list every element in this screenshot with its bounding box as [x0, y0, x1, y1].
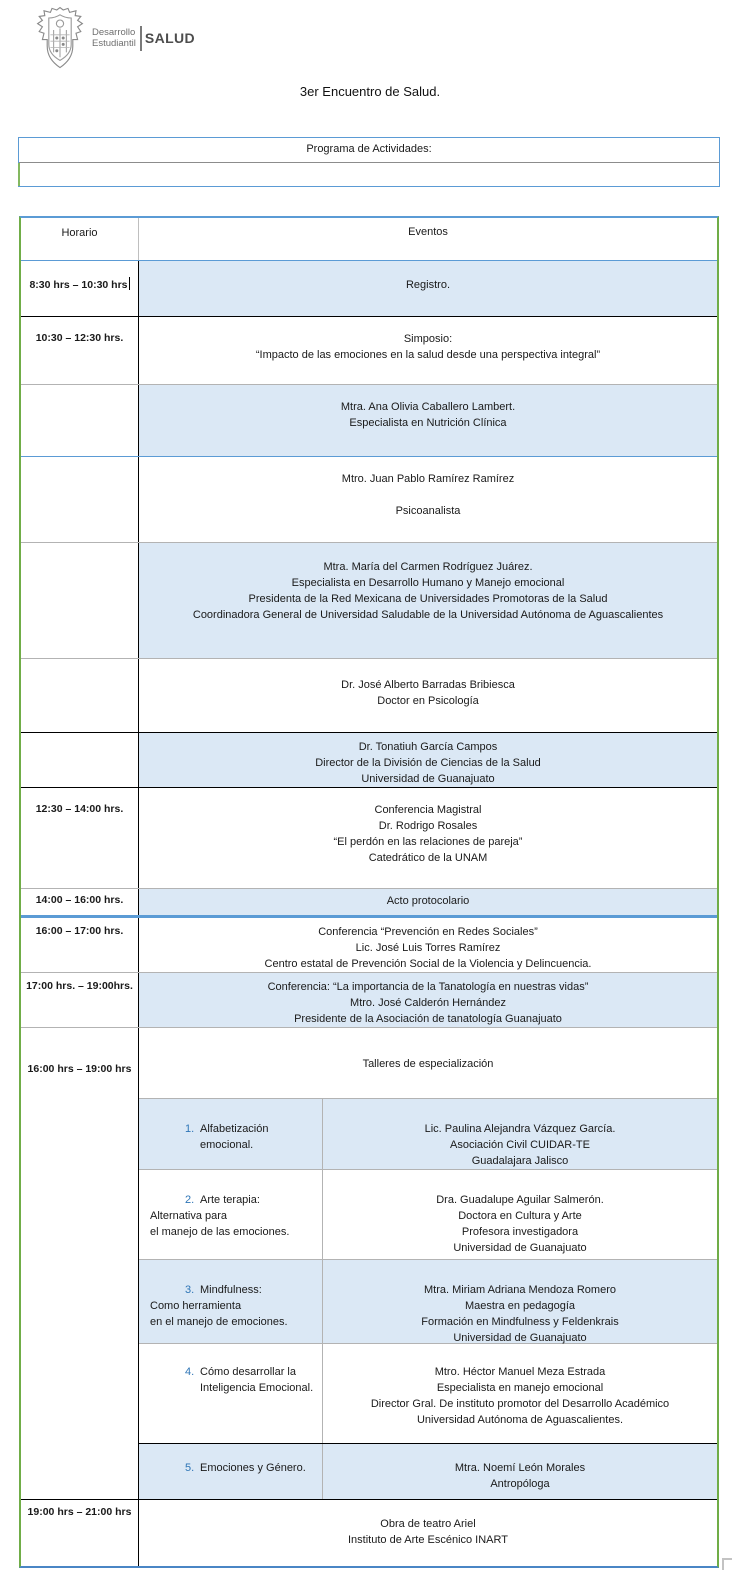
workshop-speaker-cell[interactable]	[323, 1344, 717, 1444]
workshop-title-line: Inteligencia Emocional.	[200, 1381, 314, 1394]
time-cell[interactable]	[21, 385, 139, 456]
speaker-line: Antropóloga	[490, 1478, 550, 1491]
workshop-title-text: Cómo desarrollar la	[200, 1365, 296, 1378]
workshop-title-text: Mindfulness:	[200, 1283, 262, 1296]
workshop-row-5	[139, 1444, 717, 1499]
event-line: Mtro. José Calderón Hernández	[350, 997, 506, 1009]
event-line	[139, 487, 717, 503]
workshop-speaker-cell[interactable]	[323, 1444, 717, 1499]
workshop-title-text: Emociones y Género.	[200, 1462, 306, 1475]
time-cell[interactable]	[21, 788, 139, 888]
workshop-title-line: el manejo de las emociones.	[150, 1225, 290, 1238]
time-cell[interactable]	[21, 973, 139, 1027]
schedule-row-3	[21, 385, 717, 457]
speaker-line: Doctora en Cultura y Arte	[458, 1209, 582, 1222]
workshop-row-3	[139, 1260, 717, 1344]
schedule-row-9	[21, 889, 717, 918]
workshop-row-1	[139, 1099, 717, 1170]
workshop-speaker-cell[interactable]	[323, 1099, 717, 1169]
event-line: Registro.	[405, 279, 451, 291]
brand-salud: SALUD	[144, 30, 196, 46]
event-line: Presidente de la Asociación de tanatología Guanajuato	[294, 1013, 562, 1025]
speaker-line: Mtro. Héctor Manuel Meza Estrada	[434, 1365, 606, 1378]
time-cell[interactable]	[21, 543, 139, 658]
workshop-number: 5.	[185, 1462, 195, 1475]
event-line: Universidad de Guanajuato	[361, 773, 495, 785]
text-cursor	[129, 277, 130, 290]
workshop-speaker-cell[interactable]	[323, 1260, 717, 1343]
event-cell[interactable]	[139, 385, 717, 456]
event-cell[interactable]	[139, 457, 717, 542]
time-cell[interactable]	[21, 733, 139, 787]
schedule-row-8	[21, 788, 717, 889]
time-cell[interactable]	[21, 317, 139, 384]
speaker-line: Lic. Paulina Alejandra Vázquez García.	[424, 1122, 616, 1135]
schedule-row-6	[21, 659, 717, 733]
event-cell[interactable]	[139, 317, 717, 384]
speaker-line: Maestra en pedagogía	[464, 1299, 576, 1312]
workshop-title-line	[139, 1121, 322, 1137]
event-line: “Impacto de las emociones en la salud desde una perspectiva integral”	[255, 349, 601, 361]
workshop-title-line: Alternativa para	[150, 1209, 228, 1222]
events-column-header[interactable]: Eventos	[408, 226, 448, 238]
program-activities-box	[18, 137, 720, 187]
event-line: Psicoanalista	[395, 505, 461, 517]
event-line: Centro estatal de Prevención Social de la Violencia y Delincuencia.	[264, 958, 592, 970]
workshop-item-cell[interactable]	[139, 1444, 323, 1499]
speaker-line: Dra. Guadalupe Aguilar Salmerón.	[436, 1193, 604, 1206]
speaker-line: Universidad de Guanajuato	[453, 1241, 587, 1254]
workshops-events-area	[139, 1028, 717, 1499]
logo-line-1: Desarrollo	[92, 27, 136, 38]
logo-text	[92, 26, 195, 51]
event-line: Lic. José Luis Torres Ramírez	[355, 942, 501, 954]
workshop-number: 2.	[185, 1193, 195, 1206]
event-line: Acto protocolario	[386, 895, 470, 907]
workshops-time-cell[interactable]: 16:00 hrs – 19:00 hrs	[21, 1028, 139, 1499]
event-cell[interactable]	[139, 659, 717, 732]
event-line: Mtro. Juan Pablo Ramírez Ramírez	[341, 473, 515, 485]
workshop-title-line: emocional.	[200, 1138, 254, 1151]
schedule-row-1	[21, 261, 717, 317]
speaker-line: Asociación Civil CUIDAR-TE	[450, 1138, 590, 1151]
schedule-row-4	[21, 457, 717, 543]
event-line: Especialista en Desarrollo Humano y Manejo emocional	[291, 577, 565, 589]
workshop-item-cell[interactable]	[139, 1344, 323, 1444]
speaker-line: Universidad de Guanajuato	[453, 1331, 587, 1344]
workshop-title-line	[139, 1460, 322, 1476]
event-line: “El perdón en las relaciones de pareja”	[333, 836, 523, 848]
time-cell[interactable]	[21, 659, 139, 732]
schedule-row-10	[21, 918, 717, 973]
event-line: Coordinadora General de Universidad Saludable de la Universidad Autónoma de Aguascalientes	[192, 609, 664, 621]
event-line: Mtra. Ana Olivia Caballero Lambert.	[340, 401, 516, 413]
event-line: Director de la División de Ciencias de la Salud	[315, 757, 541, 769]
logo-divider	[140, 26, 142, 51]
time-cell[interactable]	[21, 261, 139, 316]
event-line: Conferencia: “La importancia de la Tanatología en nuestras vidas”	[267, 981, 589, 993]
time-cell[interactable]	[21, 1500, 139, 1566]
speaker-line: Mtra. Miriam Adriana Mendoza Romero	[424, 1283, 616, 1296]
workshop-number: 4.	[185, 1365, 195, 1378]
time-label: 14:00 – 16:00 hrs.	[35, 894, 124, 906]
workshop-row-2	[139, 1170, 717, 1260]
event-cell[interactable]	[139, 889, 717, 915]
event-cell[interactable]	[139, 733, 717, 787]
workshop-title-line	[139, 1192, 322, 1208]
event-cell[interactable]	[139, 788, 717, 888]
workshops-header[interactable]: Talleres de especialización	[139, 1028, 717, 1099]
workshop-row-4	[139, 1344, 717, 1445]
event-cell[interactable]	[139, 543, 717, 658]
speaker-line: Mtra. Noemí León Morales	[454, 1462, 586, 1475]
event-line: Conferencia “Prevención en Redes Sociales”	[318, 926, 538, 938]
logo	[36, 6, 195, 70]
time-cell[interactable]	[21, 457, 139, 542]
header-row	[21, 218, 717, 261]
time-cell[interactable]	[21, 889, 139, 915]
time-label: 19:00 hrs – 21:00 hrs	[27, 1506, 132, 1518]
workshop-item-cell[interactable]	[139, 1170, 323, 1259]
workshops-block	[21, 1028, 717, 1500]
time-label: 17:00 hrs. – 19:00hrs.	[26, 980, 133, 992]
workshop-title-line	[139, 1364, 322, 1380]
event-line: Dr. Rodrigo Rosales	[378, 820, 478, 832]
schedule-row-5	[21, 543, 717, 659]
speaker-line: Especialista en manejo emocional	[436, 1381, 604, 1394]
time-label: 12:30 – 14:00 hrs.	[35, 803, 124, 815]
workshop-title-text: Alfabetización	[200, 1122, 269, 1135]
event-line: Simposio:	[403, 333, 453, 345]
speaker-line: Guadalajara Jalisco	[471, 1154, 569, 1167]
speaker-line: Formación en Mindfulness y Feldenkrais	[421, 1315, 619, 1328]
schedule-row-2	[21, 317, 717, 385]
workshop-title-line	[139, 1282, 322, 1298]
event-line: Especialista en Nutrición Clínica	[349, 417, 507, 429]
table-resize-handle[interactable]	[722, 1558, 732, 1570]
workshop-title-text: Arte terapia:	[200, 1193, 260, 1206]
workshop-title-line: en el manejo de emociones.	[150, 1315, 288, 1328]
schedule-row-7	[21, 733, 717, 788]
event-line: Catedrático de la UNAM	[368, 852, 488, 864]
program-activities-empty-row[interactable]	[18, 163, 719, 186]
event-line: Doctor en Psicología	[377, 695, 479, 707]
time-cell[interactable]	[21, 918, 139, 972]
time-column-header[interactable]: Horario	[21, 218, 139, 260]
program-activities-label[interactable]: Programa de Actividades:	[19, 138, 719, 163]
event-cell[interactable]	[139, 973, 717, 1027]
event-line: Dr. José Alberto Barradas Bribiesca	[341, 679, 515, 691]
event-line: Instituto de Arte Escénico INART	[348, 1534, 508, 1546]
event-cell[interactable]	[139, 918, 717, 972]
workshop-speaker-cell[interactable]	[323, 1170, 717, 1259]
workshop-number: 3.	[185, 1283, 195, 1296]
event-line: Conferencia Magistral	[374, 804, 482, 816]
university-crest-icon	[36, 6, 84, 70]
event-line: Dr. Tonatiuh García Campos	[358, 741, 498, 753]
document-title: 3er Encuentro de Salud.	[299, 84, 441, 99]
workshop-number: 1.	[185, 1122, 195, 1135]
workshop-item-cell[interactable]	[139, 1099, 323, 1169]
speaker-line: Director Gral. De instituto promotor del Desarrollo Académico	[370, 1397, 670, 1410]
speaker-line: Profesora investigadora	[461, 1225, 579, 1238]
schedule-row-11	[21, 973, 717, 1028]
time-label: 10:30 – 12:30 hrs.	[35, 332, 124, 344]
time-label: 8:30 hrs – 10:30 hrs	[29, 279, 128, 291]
schedule-table	[19, 216, 719, 1568]
time-label: 16:00 – 17:00 hrs.	[35, 925, 124, 937]
workshop-item-cell[interactable]	[139, 1260, 323, 1343]
event-line: Mtra. María del Carmen Rodríguez Juárez.	[323, 561, 533, 573]
speaker-line: Universidad Autónoma de Aguascalientes.	[416, 1413, 624, 1426]
event-line: Presidenta de la Red Mexicana de Universidades Promotoras de la Salud	[248, 593, 608, 605]
logo-line-2: Estudiantil	[92, 38, 136, 49]
event-cell[interactable]	[139, 261, 717, 316]
final-row	[21, 1500, 717, 1566]
event-line: Obra de teatro Ariel	[380, 1518, 476, 1530]
event-cell[interactable]	[139, 1500, 717, 1566]
workshop-title-line: Como herramienta	[150, 1299, 242, 1312]
